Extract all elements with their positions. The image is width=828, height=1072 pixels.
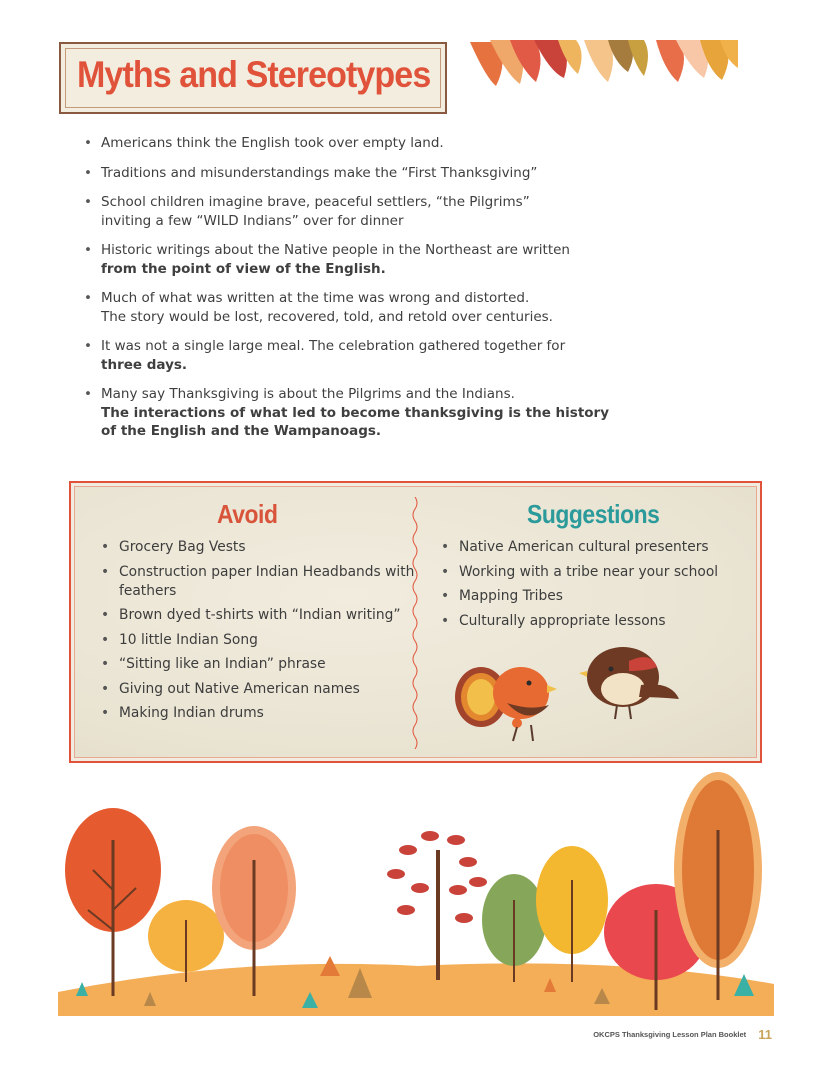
list-item: • Historic writings about the Native people in the Northeast are written from the point of view of the English. [80,241,640,278]
list-item: • School children imagine brave, peaceful settlers, “the Pilgrims” inviting a few “WILD Indians” over for dinner [80,193,640,230]
list-item: • It was not a single large meal. The celebration gathered together for three days. [80,337,640,374]
wavy-divider-icon [411,497,419,749]
booklet-name: OKCPS Thanksgiving Lesson Plan Booklet [593,1030,747,1039]
autumn-trees-icon [58,770,774,1016]
list-item: • Americans think the English took over empty land. [80,134,640,153]
suggestions-list [441,538,751,636]
list-item: • Working with a tribe near your school [441,563,751,582]
list-item: • Giving out Native American names [101,680,421,699]
list-item: • Grocery Bag Vests [101,538,421,557]
myths-list [80,134,640,452]
avoid-suggestions-panel [69,481,762,763]
list-item: • Many say Thanksgiving is about the Pilgrims and the Indians. The interactions of what led to become thanksgiving is the history of the English and the Wampanoags. [80,385,640,441]
title-box [59,42,447,114]
list-item: • Native American cultural presenters [441,538,751,557]
suggestions-heading: Suggestions [527,499,660,529]
page-title: Myths and Stereotypes [77,54,431,95]
page-footer [593,1027,772,1042]
list-item: • Brown dyed t-shirts with “Indian writing” [101,606,421,625]
list-item: • Construction paper Indian Headbands with feathers [101,563,421,601]
avoid-list [101,538,421,729]
list-item: • Much of what was written at the time was wrong and distorted. The story would be lost, recovered, told, and retold over centuries. [80,289,640,326]
turkey-birds-icon [451,641,681,747]
autumn-leaves-icon [468,38,740,92]
list-item: • Mapping Tribes [441,587,751,606]
list-item: • Culturally appropriate lessons [441,612,751,631]
list-item: • Traditions and misunderstandings make the “First Thanksgiving” [80,164,640,183]
avoid-heading: Avoid [217,499,278,529]
list-item: • “Sitting like an Indian” phrase [101,655,421,674]
list-item: • 10 little Indian Song [101,631,421,650]
page-number: 11 [758,1027,772,1042]
list-item: • Making Indian drums [101,704,421,723]
